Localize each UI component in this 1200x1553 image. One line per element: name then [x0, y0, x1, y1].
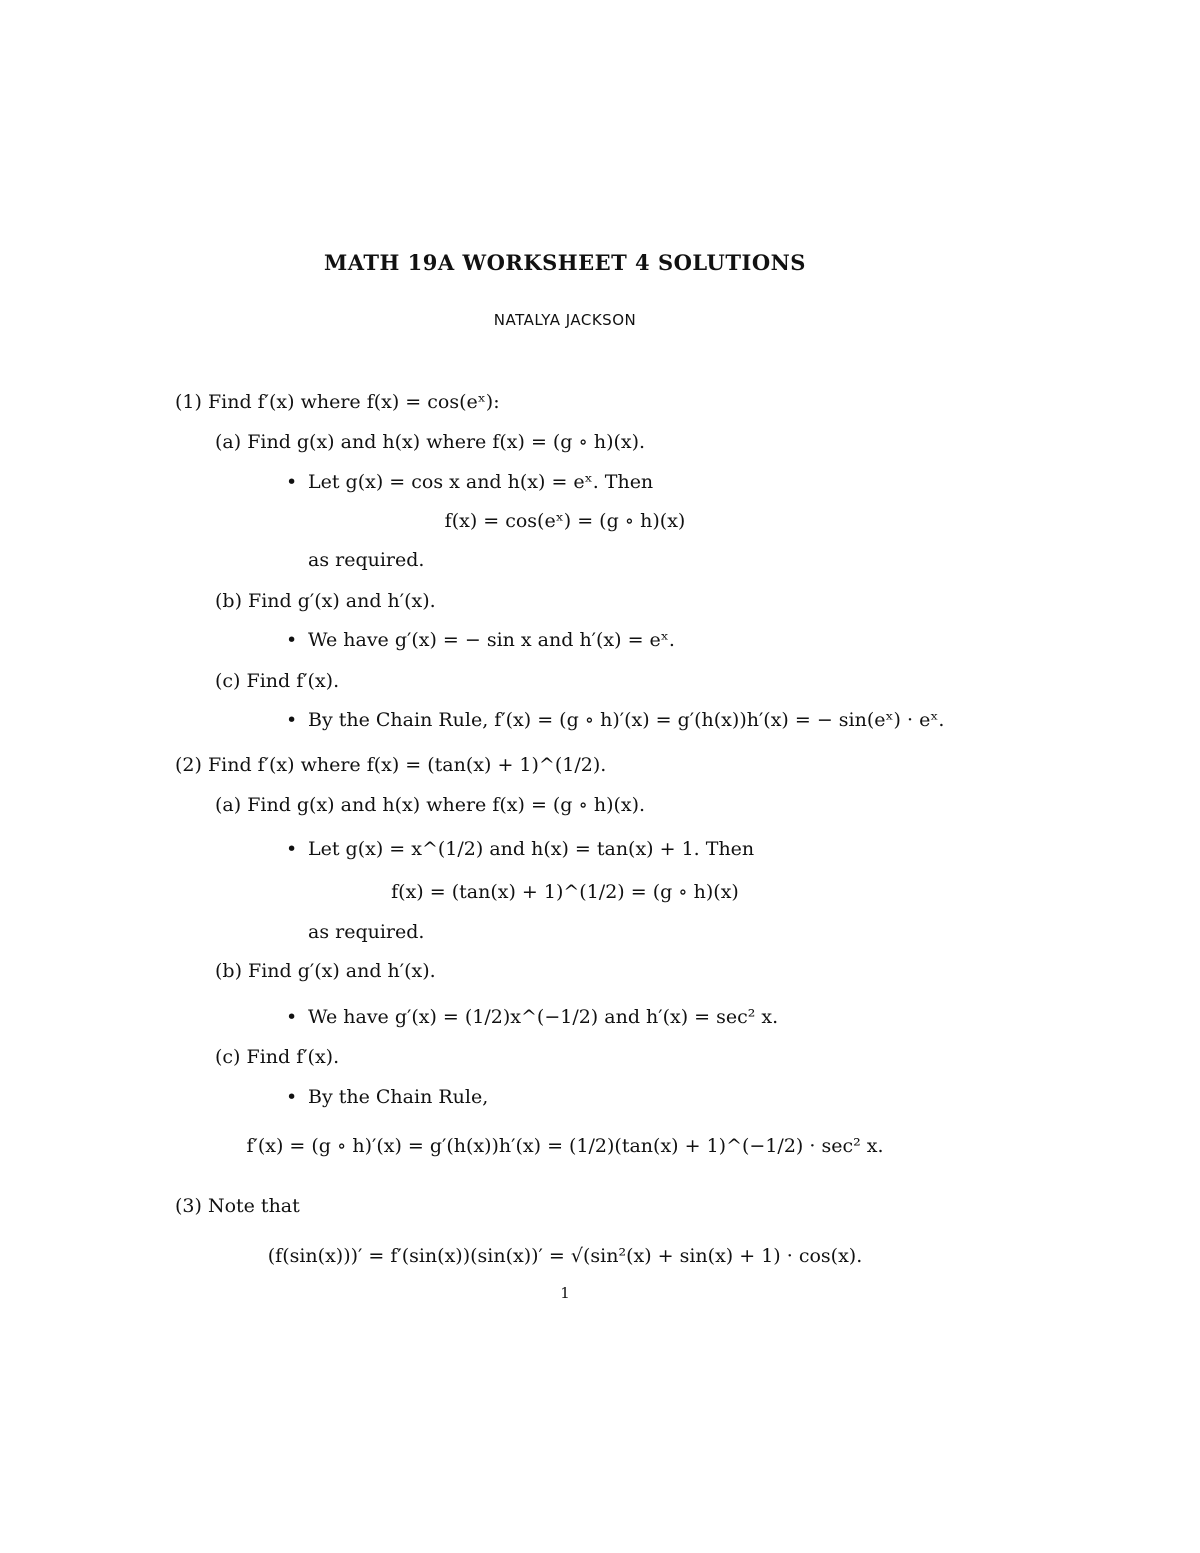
list-item	[288, 1008, 778, 1027]
problem-1a-statement: (a) Find g(x) and h(x) where f(x) = (g ∘ h)(x).	[215, 431, 646, 453]
problem-1-statement: (1) Find f′(x) where f(x) = cos(eˣ):	[175, 391, 500, 413]
problem-1c-statement: (c) Find f′(x).	[215, 670, 340, 692]
list-item	[288, 840, 754, 859]
problem-2-statement: (2) Find f′(x) where f(x) = (tan(x) + 1)^(1/2).	[175, 754, 607, 776]
problem-2b-statement: (b) Find g′(x) and h′(x).	[215, 960, 436, 982]
problem-2c-answer: By the Chain Rule,	[308, 1086, 489, 1108]
problem-1b-statement: (b) Find g′(x) and h′(x).	[215, 590, 436, 612]
problem-1a-equation: f(x) = cos(eˣ) = (g ∘ h)(x)	[444, 510, 686, 532]
problem-1b-answer: We have g′(x) = − sin x and h′(x) = eˣ.	[308, 629, 675, 651]
problem-3-equation: (f(sin(x)))′ = f′(sin(x))(sin(x))′ = √(sin²(x) + sin(x) + 1) · cos(x).	[267, 1245, 863, 1267]
page-number: 1	[560, 1284, 570, 1302]
list-item	[288, 1088, 488, 1107]
problem-1c-answer: By the Chain Rule, f′(x) = (g ∘ h)′(x) = g′(h(x))h′(x) = − sin(eˣ) · eˣ.	[308, 709, 945, 731]
document-title: MATH 19A WORKSHEET 4 SOLUTIONS	[324, 250, 806, 275]
problem-2a-answer: Let g(x) = x^(1/2) and h(x) = tan(x) + 1. Then	[308, 838, 755, 860]
problem-2c-equation: f′(x) = (g ∘ h)′(x) = g′(h(x))h′(x) = (1/2)(tan(x) + 1)^(−1/2) · sec² x.	[246, 1135, 884, 1157]
problem-2a-required: as required.	[308, 921, 425, 943]
problem-1a-answer: Let g(x) = cos x and h(x) = eˣ. Then	[308, 471, 654, 493]
list-item	[288, 473, 653, 492]
list-item	[288, 711, 944, 730]
problem-2b-answer: We have g′(x) = (1/2)x^(−1/2) and h′(x) = sec² x.	[308, 1006, 779, 1028]
problem-1a-required: as required.	[308, 549, 425, 571]
problem-2c-statement: (c) Find f′(x).	[215, 1046, 340, 1068]
problem-3-statement: (3) Note that	[175, 1195, 300, 1217]
problem-2a-equation: f(x) = (tan(x) + 1)^(1/2) = (g ∘ h)(x)	[391, 881, 739, 903]
author-name: NATALYA JACKSON	[493, 311, 637, 329]
list-item	[288, 631, 675, 650]
problem-2a-statement: (a) Find g(x) and h(x) where f(x) = (g ∘ h)(x).	[215, 794, 646, 816]
